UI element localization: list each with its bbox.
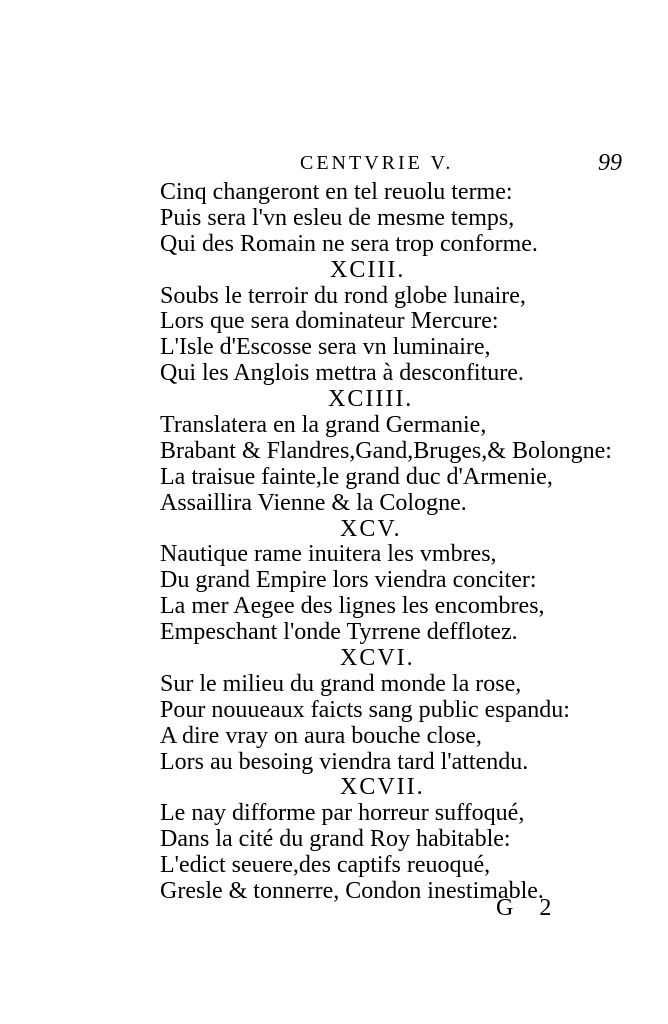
quatrain-number: XCIIII. — [328, 386, 414, 413]
signature-mark: G 2 — [496, 895, 562, 921]
verse-line: L'edict seuere,des captifs reuoqué, — [160, 852, 491, 879]
quatrain-number: XCV. — [340, 515, 402, 542]
verse-line: Le nay difforme par horreur suffoqué, — [160, 800, 525, 827]
verse-line: Du grand Empire lors viendra conciter: — [160, 567, 537, 594]
verse-line: Pour nouueaux faicts sang public espandu: — [160, 696, 570, 723]
verse-line: Assaillira Vienne & la Cologne. — [160, 489, 467, 516]
verse-line: La traisue fainte,le grand duc d'Armenie, — [160, 463, 553, 490]
verse-line: Soubs le terroir du rond globe lunaire, — [160, 282, 526, 309]
quatrain-number: XCIII. — [330, 256, 406, 283]
verse-line: Translatera en la grand Germanie, — [160, 412, 487, 439]
quatrain-text-block — [160, 180, 640, 905]
verse-line: Lors que sera dominateur Mercure: — [160, 308, 499, 335]
page-number: 99 — [598, 150, 622, 176]
verse-line: Brabant & Flandres,Gand,Bruges,& Bolongne: — [160, 437, 612, 464]
quatrain-number: XCVII. — [340, 774, 425, 801]
verse-line: Cinq changeront en tel reuolu terme: — [160, 179, 513, 205]
verse-line: Gresle & tonnerre, Condon inestimable. — [160, 878, 544, 905]
verse-line: Puis sera l'vn esleu de mesme temps, — [160, 204, 515, 231]
verse-line: L'Isle d'Escosse sera vn luminaire, — [160, 334, 491, 361]
verse-line: Nautique rame inuitera les vmbres, — [160, 541, 497, 568]
page-header — [0, 152, 668, 180]
verse-line: Lors au besoing viendra tard l'attendu. — [160, 748, 529, 775]
quatrain-number: XCVI. — [340, 645, 415, 672]
verse-line: La mer Aegee des lignes les encombres, — [160, 593, 545, 620]
running-head: CENTVRIE V. — [300, 152, 454, 174]
verse-line: Qui les Anglois mettra à desconfiture. — [160, 360, 524, 387]
verse-line: A dire vray on aura bouche close, — [160, 722, 482, 749]
verse-line: Dans la cité du grand Roy habitable: — [160, 826, 511, 853]
verse-line: Qui des Romain ne sera trop conforme. — [160, 230, 538, 257]
verse-line: Sur le milieu du grand monde la rose, — [160, 670, 522, 697]
verse-line: Empeschant l'onde Tyrrene defflotez. — [160, 619, 518, 646]
